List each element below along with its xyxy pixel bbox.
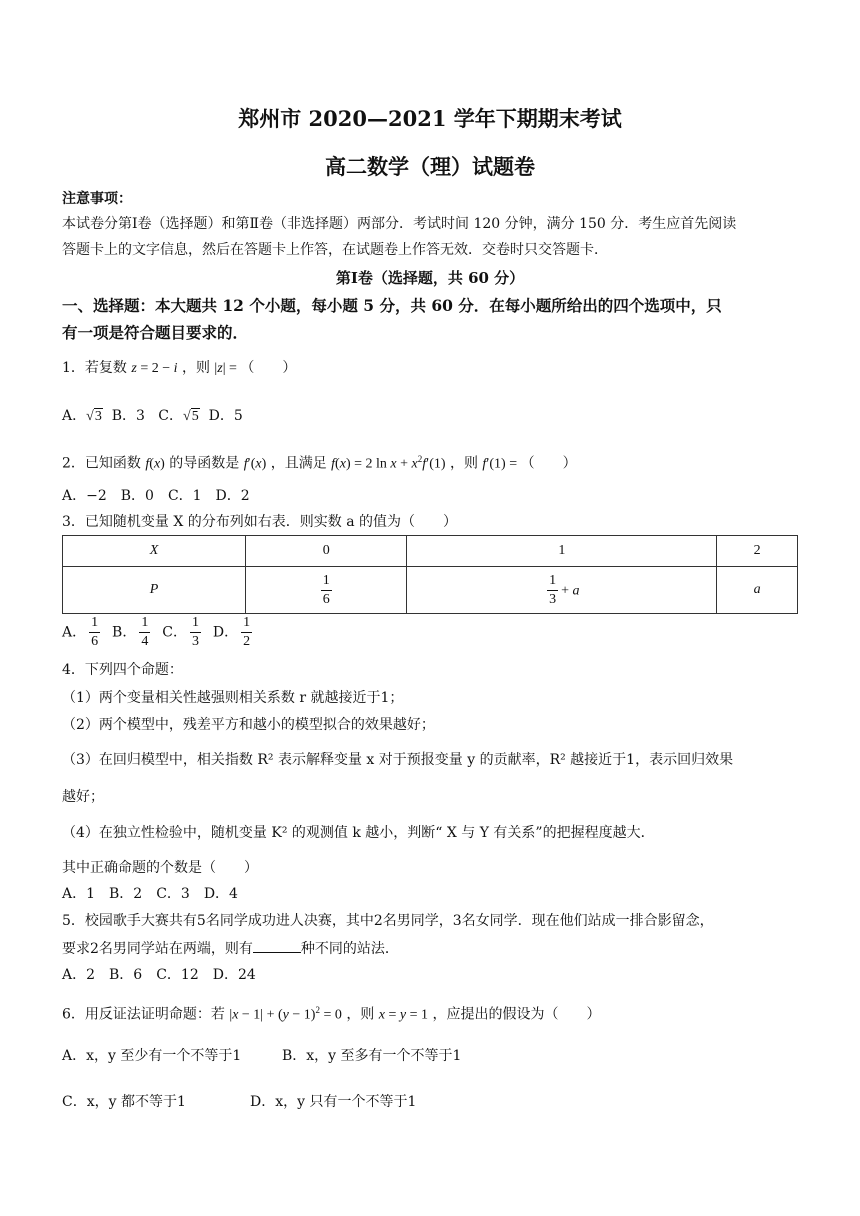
notice-line-2: 答题卡上的文字信息，然后在答题卡上作答，在试题卷上作答无效．交卷时只交答题卡． [62, 242, 608, 258]
distribution-table [62, 535, 798, 614]
q3-option-c: C． [162, 624, 187, 641]
sqrt-3: √3 [86, 409, 102, 424]
q2-mid1: 的导函数是 [169, 455, 240, 472]
table-header-0: 0 [246, 536, 407, 567]
q4-proposition-3-cont: 越好； [62, 789, 104, 805]
q6-suffix: ，应提出的假设为（ ） [432, 1006, 601, 1023]
answer-blank [253, 938, 301, 953]
q1-option-b: B．3 [111, 408, 145, 424]
q6-mid: ，则 [346, 1006, 375, 1023]
q6-option-b: B．x，y 至多有一个不等于1 [282, 1048, 462, 1064]
q1-options [62, 406, 243, 427]
exam-subtitle: 高二数学（理）试题卷 [325, 154, 535, 179]
table-header-2: 2 [717, 536, 798, 567]
q2-suffix: （ ） [520, 455, 577, 472]
question-6: 6．用反证法证明命题：若 $|x - 1| + (y - 1)^2 = 0$ ，则 x = y = 1 ，应提出的假设为（ ） [62, 1005, 601, 1023]
question-3: 3．已知随机变量 X 的分布列如右表．则实数 a 的值为（ ） [62, 514, 458, 530]
part1-heading: 第Ⅰ卷（选择题，共 60 分） [335, 269, 525, 287]
q6-option-a: A．x，y 至少有一个不等于1 [62, 1048, 242, 1064]
table-header-x: X [63, 536, 246, 567]
question-5: 5．校园歌手大赛共有5名同学成功进人决赛，其中2名男同学，3名女同学．现在他们站成一排合影留念， [62, 913, 714, 929]
q6-option-c: C．x，y 都不等于1 [62, 1094, 186, 1110]
q1-formula: z [131, 361, 137, 376]
q4-proposition-3: （3）在回归模型中，相关指数 R² 表示解释变量 x 对于预报变量 y 的贡献率，R² 越接近于1，表示回归效果 [62, 752, 734, 768]
question-1: 1．若复数 z = 2 − i ，则 |z| = （ ） [62, 360, 297, 376]
table-cell-p1: $\frac{1}{3}$ + a [407, 567, 717, 614]
notice-line-1: 本试卷分第Ⅰ卷（选择题）和第Ⅱ卷（非选择题）两部分．考试时间 120 分钟，满分 150 分．考生应首先阅读 [62, 216, 737, 232]
table-row [63, 567, 798, 614]
q3-option-d: D． [212, 624, 239, 641]
q1-prefix: 1．若复数 [62, 360, 127, 376]
q4-question: 其中正确命题的个数是（ ） [62, 860, 258, 876]
table-row-label-p: P [63, 567, 246, 614]
q4-proposition-1: （1）两个变量相关性越强则相关系数 r 就越接近于1； [62, 690, 404, 706]
question-4: 4．下列四个命题： [62, 662, 183, 678]
q5-line-2a: 要求2名男同学站在两端，则有 [62, 941, 253, 957]
q1-suffix: （ ） [240, 360, 297, 376]
q4-proposition-2: （2）两个模型中，残差平方和越小的模型拟合的效果越好； [62, 717, 435, 733]
notice-heading: 注意事项： [62, 191, 132, 207]
q1-mid: ，则 [181, 360, 210, 376]
section-instruction-2: 有一项是符合题目要求的． [62, 323, 249, 342]
question-2: 2．已知函数 f(x) 的导函数是 f′(x) ，且满足 f(x) = 2 $\ln x + x^2f'(1)$ ，则 f′(1) = （ ） [62, 454, 577, 472]
q3-options: A． $\frac{1}{6}$ B． $\frac{1}{4}$ C． $\frac{1}{3}$ D． $\frac{1}{2}$ [62, 615, 251, 649]
q5-line-2 [62, 938, 399, 959]
section-instruction-1: 一、选择题：本大题共 12 个小题，每小题 5 分，共 60 分．在每小题所给出的四个选项中，只 [62, 296, 722, 315]
table-row [63, 536, 798, 567]
q4-proposition-4: （4）在独立性检验中，随机变量 K² 的观测值 k 越小，判断“ X 与 Y 有关系”的把握程度越大． [62, 825, 655, 841]
table-cell-p0: $\frac{1}{6}$ [246, 567, 407, 614]
exam-title: 郑州市 2020—2021 学年下期期末考试 [238, 106, 622, 131]
q6-prefix: 6．用反证法证明命题：若 [62, 1006, 225, 1023]
q2-options: A．−2 B．0 C．1 D．2 [62, 488, 250, 504]
q2-mid2: ，且满足 [270, 455, 327, 472]
sqrt-5: √5 [183, 409, 199, 424]
table-header-1: 1 [407, 536, 717, 567]
table-cell-p2: a [717, 567, 798, 614]
q5-line-2b: 种不同的站法． [300, 941, 399, 957]
q5-options: A．2 B．6 C．12 D．24 [62, 967, 256, 983]
q1-option-c: C． [158, 408, 183, 424]
q3-option-b: B． [112, 624, 137, 641]
q3-option-a: A． [62, 624, 87, 641]
q6-option-d: D．x，y 只有一个不等于1 [250, 1094, 417, 1110]
q2-mid3: ，则 [449, 455, 478, 472]
q1-option-a: A． [62, 408, 87, 424]
q1-option-d: D．5 [208, 408, 243, 424]
q2-prefix: 2．已知函数 [62, 455, 141, 472]
q4-options: A．1 B．2 C．3 D．4 [62, 886, 238, 902]
